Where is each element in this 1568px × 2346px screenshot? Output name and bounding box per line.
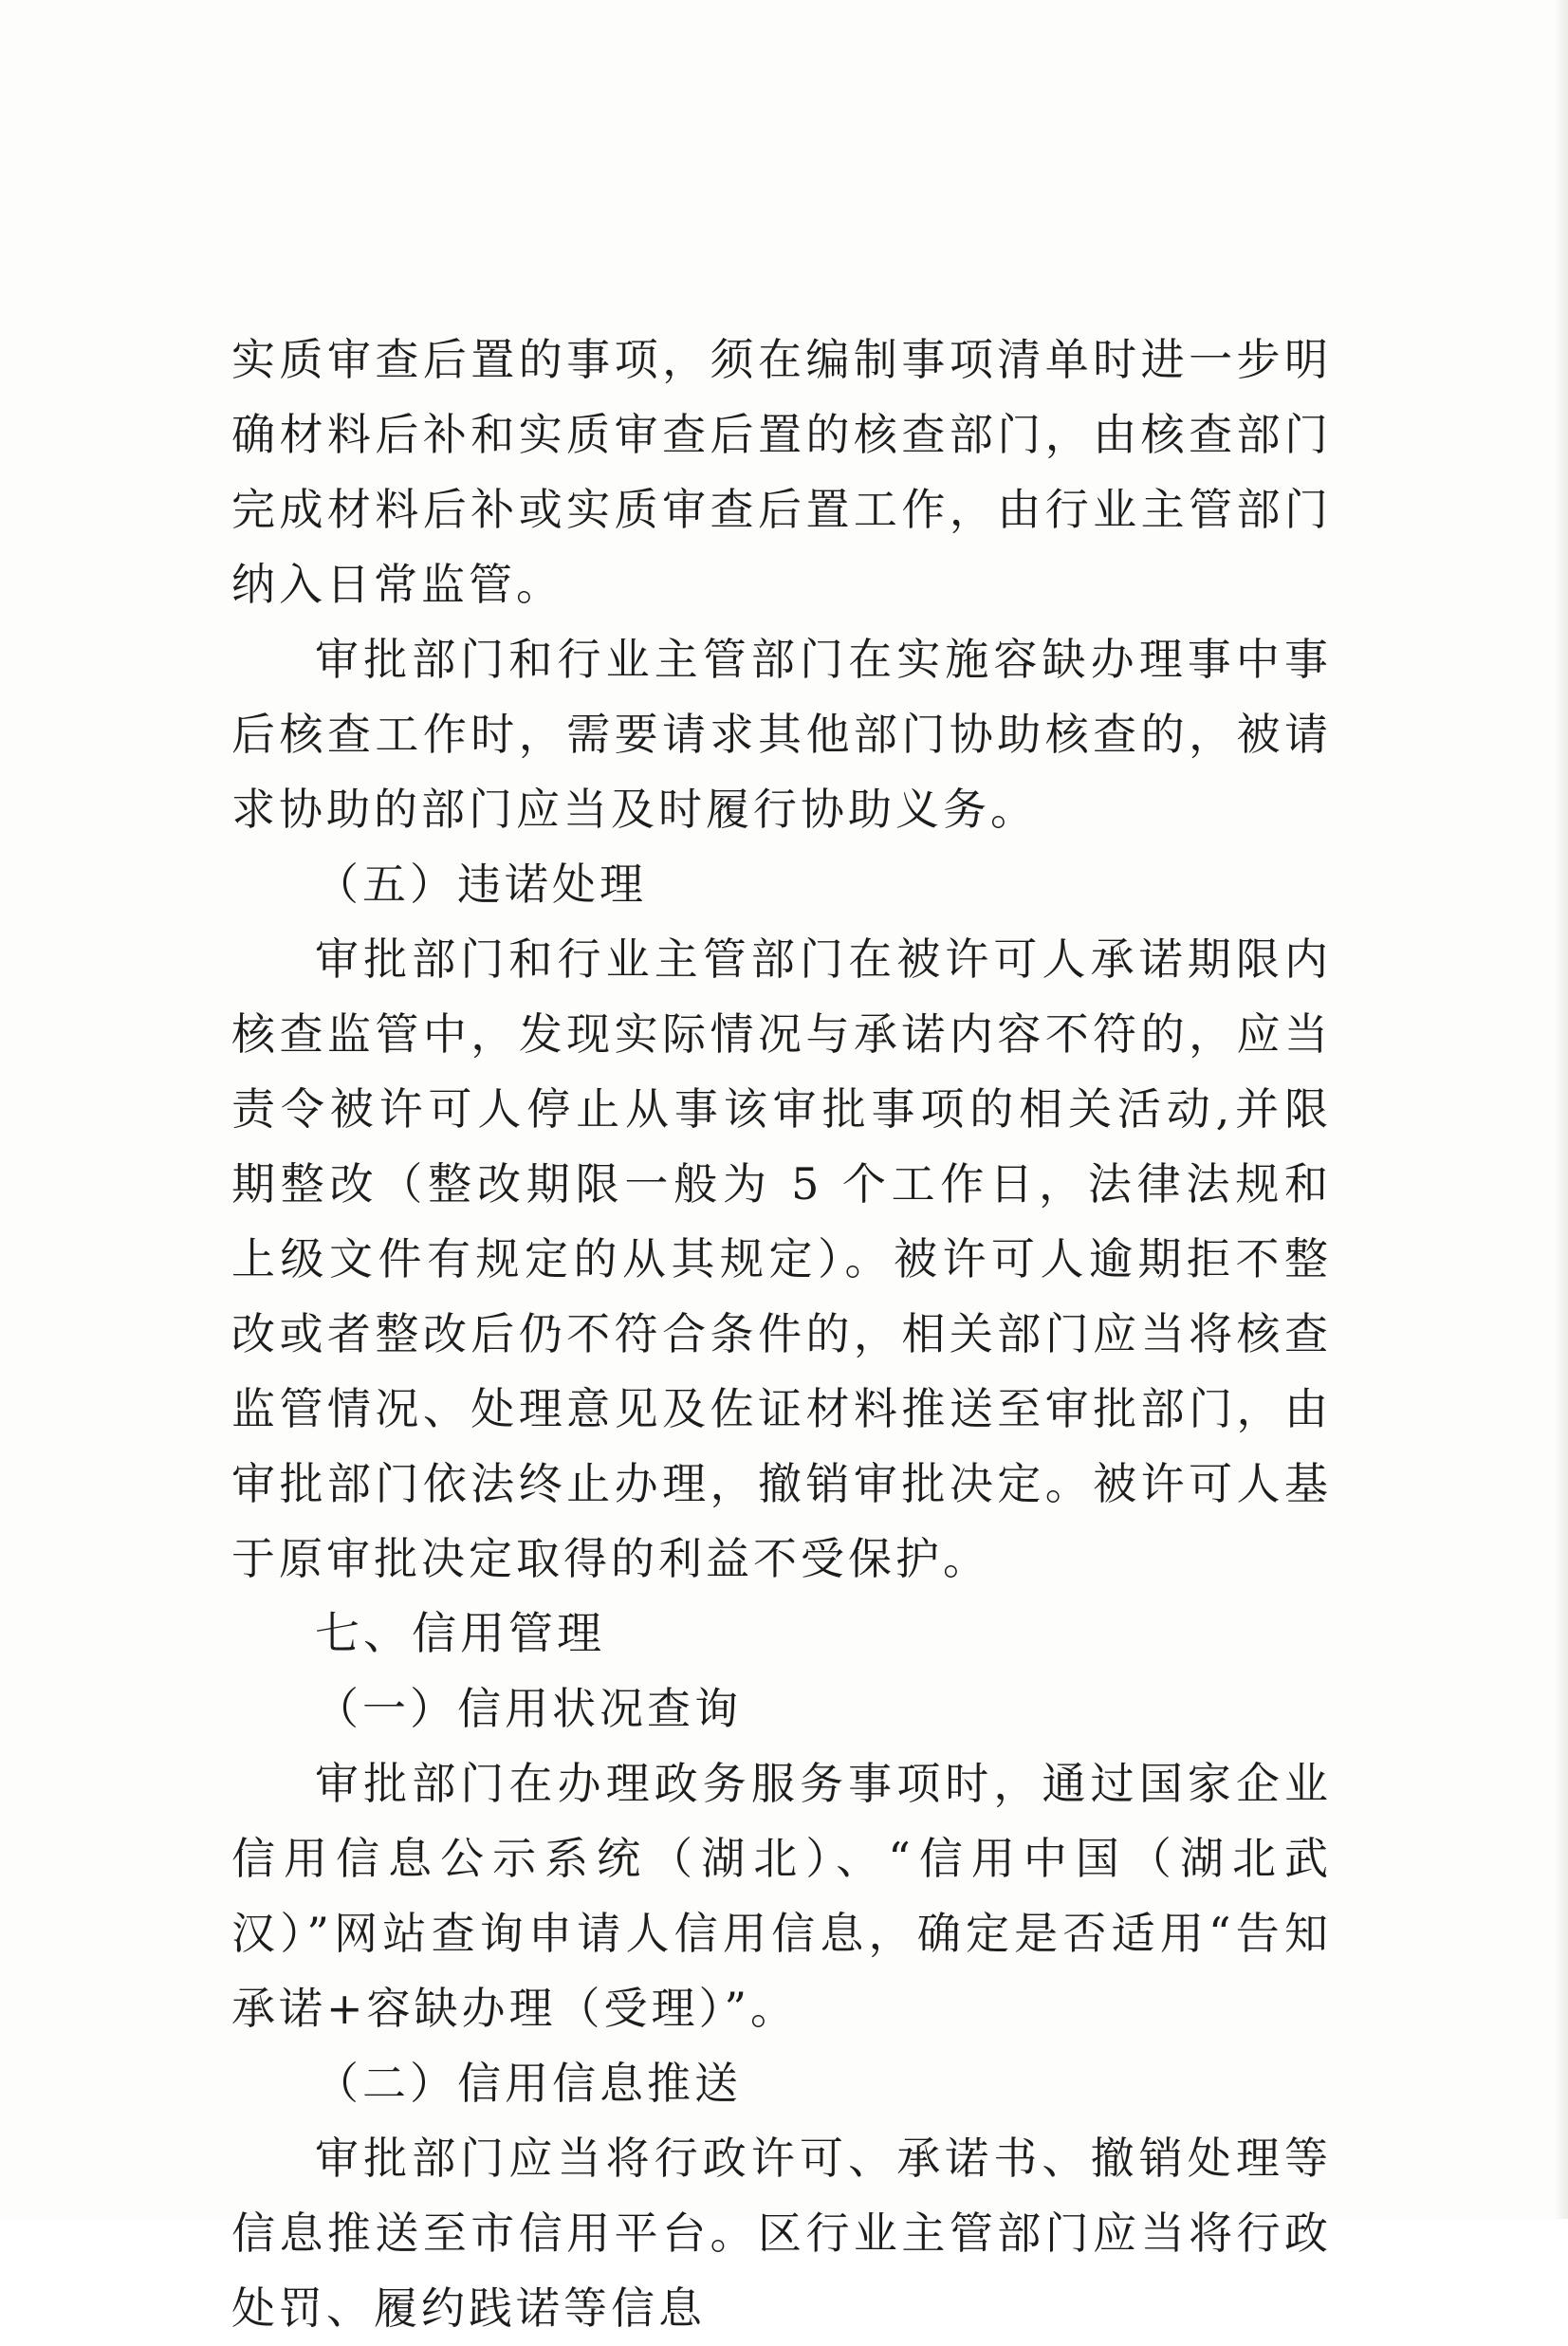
section-heading-credit-push: （二）信用信息推送 xyxy=(315,2058,742,2109)
section-heading-breach-handling: （五）违诺处理 xyxy=(315,859,647,910)
paragraph-credit-query: 审批部门在办理政务服务事项时，通过国家企业信用信息公示系统（湖北）、“信用中国（湖北武汉）”网站查询申请人信用信息，确定是否适用“告知承诺+容缺办理（受理）”。 xyxy=(231,1758,1332,2034)
paragraph-breach-handling: 审批部门和行业主管部门在被许可人承诺期限内核查监管中，发现实际情况与承诺内容不符的，应当责令被许可人停止从事该审批事项的相关活动,并限期整改（整改期限一般为 5 个工作日，法律法规和上级文件有规定的从其规定）。被许可人逾期拒不整改或者整改后仍不符合条件的，相关部门应当将核查监管情况、处理意见及佐证材料推送至审批部门，由审批部门依法终止办理，撤销审批决定。被许可人基于原审批决定取得的利益不受保护。 xyxy=(231,933,1332,1584)
scan-edge-shadow xyxy=(1555,0,1568,2219)
document-body xyxy=(231,323,1332,2346)
section-heading-credit-query: （一）信用状况查询 xyxy=(315,1683,742,1734)
paragraph-material-review: 实质审查后置的事项，须在编制事项清单时进一步明确材料后补和实质审查后置的核查部门，由核查部门完成材料后补或实质审查后置工作，由行业主管部门纳入日常监管。 xyxy=(231,334,1332,610)
paragraph-credit-push: 审批部门应当将行政许可、承诺书、撤销处理等信息推送至市信用平台。区行业主管部门应当将行政处罚、履约践诺等信息 xyxy=(231,2133,1332,2334)
paragraph-assist-verification: 审批部门和行业主管部门在实施容缺办理事中事后核查工作时，需要请求其他部门协助核查的，被请求协助的部门应当及时履行协助义务。 xyxy=(231,634,1332,835)
chapter-heading-credit-management: 七、信用管理 xyxy=(315,1608,605,1660)
